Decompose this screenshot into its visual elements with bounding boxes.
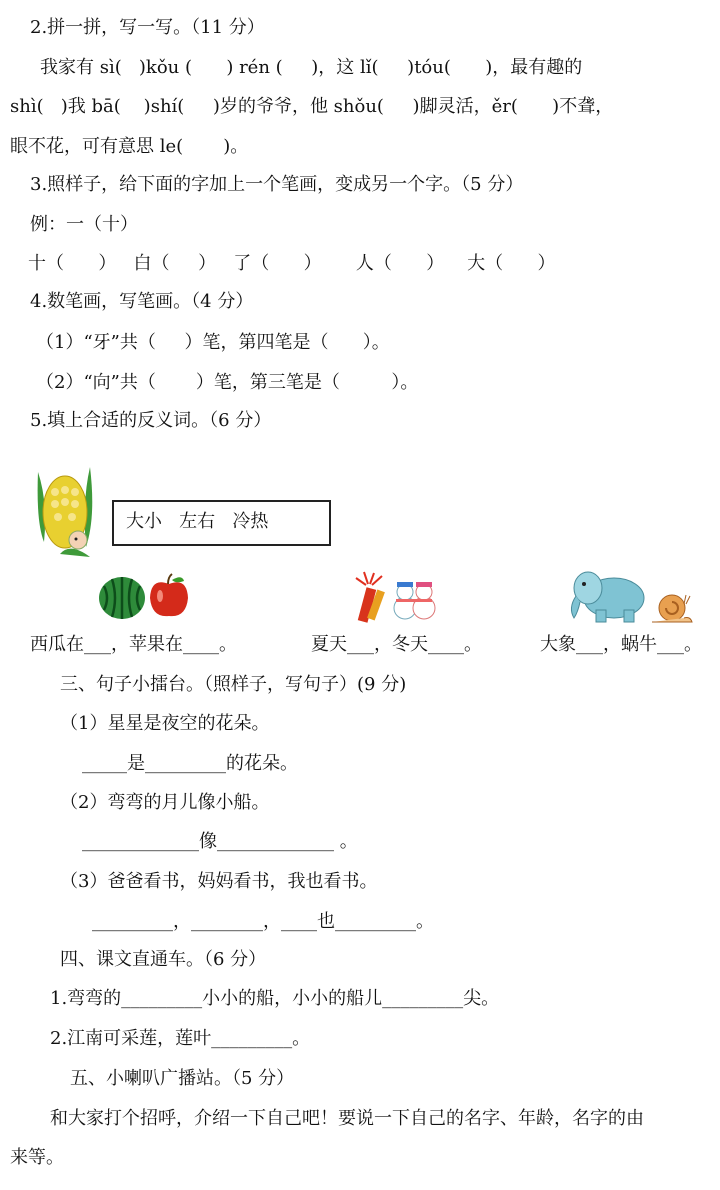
s4-item2: 2.江南可采莲，莲叶_________。 bbox=[50, 1028, 311, 1049]
q2-line2: shì( )我 bā( )shí( )岁的爷爷，他 shǒu( )脚灵活，ěr( )不聋， bbox=[10, 96, 614, 117]
s3-ans3: _________，________，____也_________。 bbox=[92, 911, 434, 932]
q5-title: 5.填上合适的反义词。（6 分） bbox=[30, 410, 272, 431]
snowman-icon bbox=[392, 580, 436, 622]
firecracker-icon bbox=[352, 570, 392, 626]
q4-item1: （1）“牙”共（ ）笔，第四笔是（ ）。 bbox=[36, 332, 390, 353]
s5-title: 五、小喇叭广播站。（5 分） bbox=[70, 1068, 295, 1089]
elephant-icon bbox=[566, 568, 646, 624]
s4-title: 四、课文直通车。（6 分） bbox=[60, 949, 267, 970]
s5-line1: 和大家打个招呼，介绍一下自己吧！要说一下自己的名字、年龄，名字的由 bbox=[50, 1108, 644, 1129]
q4-item2: （2）“向”共（ ）笔，第三笔是（ ）。 bbox=[36, 372, 419, 393]
s3-ex1: （1）星星是夜空的花朵。 bbox=[60, 713, 270, 734]
q5-blank3: 大象___，蜗牛___。 bbox=[540, 634, 702, 655]
q4-title: 4.数笔画，写笔画。（4 分） bbox=[30, 291, 254, 312]
s4-item1: 1.弯弯的_________小小的船，小小的船儿_________尖。 bbox=[50, 988, 500, 1009]
corn-icon bbox=[30, 462, 100, 562]
s5-line2: 来等。 bbox=[10, 1147, 64, 1168]
s3-ex2: （2）弯弯的月儿像小船。 bbox=[60, 792, 270, 813]
q5-blank2: 夏天___，冬天____。 bbox=[311, 634, 482, 655]
antonym-word-box bbox=[112, 500, 331, 546]
s3-ex3: （3）爸爸看书，妈妈看书，我也看书。 bbox=[60, 871, 378, 892]
q2-line3: 眼不花，可有意思 le( )。 bbox=[10, 136, 249, 157]
snail-icon bbox=[650, 592, 694, 624]
q3-example: 例：一（十） bbox=[30, 214, 138, 235]
s3-ans1: _____是_________的花朵。 bbox=[82, 753, 298, 774]
watermelon-icon bbox=[98, 574, 146, 620]
q5-blank1: 西瓜在___，苹果在____。 bbox=[30, 634, 237, 655]
q3-items: 十（ ） 白（ ） 了（ ） 人（ ） 大（ ） bbox=[28, 253, 556, 274]
apple-icon bbox=[146, 572, 192, 620]
q3-title: 3.照样子，给下面的字加上一个笔画，变成另一个字。（5 分） bbox=[30, 174, 524, 195]
word-box-text: 大小 左右 冷热 bbox=[126, 511, 269, 532]
q2-line1: 我家有 sì( )kǒu ( ) rén ( )，这 lǐ( )tóu( )，最有趣的 bbox=[40, 57, 583, 78]
q2-title: 2.拼一拼，写一写。（11 分） bbox=[30, 17, 265, 38]
s3-ans2: _____________像_____________ 。 bbox=[82, 831, 358, 852]
s3-title: 三、句子小擂台。（照样子，写句子）(9 分) bbox=[60, 674, 407, 695]
